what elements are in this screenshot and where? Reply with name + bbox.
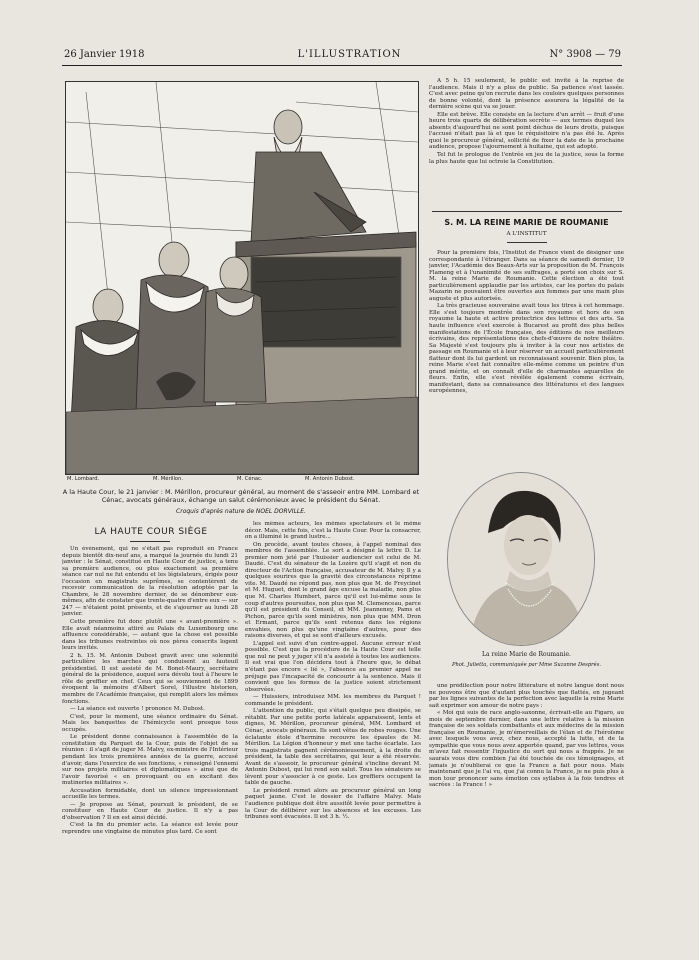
paragraph: C'est la fin du premier acte. La séance est levée pour reprendre une vingtaine de minutes plus tard. Ce sont [62, 822, 238, 835]
paragraph: A 5 h. 15 seulement, le public est invité à la reprise de l'audience. Mais il n'y a plus de public. Sa patience s'est lassée. C'est avec peine qu'on recrute dans les couloirs quelques personnes de bonne volonté, dont la présence assurera la légalité de la dernière scène qui va se jouer. [429, 78, 624, 111]
paragraph: « Moi qui suis de race anglo-saxonne, écrivait-elle au Figaro, au mois de septembre dernier, dans une lettre relative à la mission française de ses soldats combattants et aux médecins de la mission française en Roumanie, je m'émerveillais de l'élan et de l'héroïsme avec lesquels vous avez, chez nous, accepté la lutte, et de la sympathie que vous nous avez apportée quand, par vos lettres, vous m'avez fait ressentir l'injustice du sort qui nous a frappés. Je ne saurais vous dire combien j'ai été touchée de ces témoignages, et jamais je n'oublierai ce que la France a fait pour nous. Mais maintenant que je l'ai vu, que j'ai connu la France, je ne puis plus à mon tour prononcer sans émotion ces syllabes à la fois tendres et sacrées : la France ! » [429, 710, 624, 789]
label-merillon: M. Mérillon. [153, 476, 184, 482]
paragraph: Le président donne connaissance à l'assemblée de la constitution du Parquet de la Cour, puis de l'objet de sa réunion : il s'agit de juger M. Malvy, ex-ministre de l'Intérieur pendant les trois premières années de la guerre, accusé d'avoir, dans l'exercice de ses fonctions, « renseigné l'ennemi sur nos projets militaires et diplomatiques » ainsi que de l'avoir favorisé « en provoquant ou en excitant des mutineries militaires ». [62, 734, 238, 787]
article-title: LA HAUTE COUR SIÈGE [94, 527, 208, 537]
paragraph: Cette première fut donc plutôt une « avant-première ». Elle avait néanmoins attiré au Palais du Luxembourg une affluence considérable, — autant que la chose est possible dans les tribunes restreintes où nos pères conscrits logent leurs invités. [62, 619, 238, 652]
portrait-credit: Phot. Julietta, communiquée par Mme Suzanne Després. [451, 662, 602, 668]
portrait-drawing [448, 473, 594, 645]
queen-portrait-photo [447, 472, 595, 646]
article-column-3-continued [429, 78, 624, 198]
illustration-labels [65, 476, 417, 486]
header-rule [62, 65, 622, 66]
label-dubost: M. Antonin Dubost. [305, 476, 355, 482]
paragraph: — Je propose au Sénat, poursuit le président, de se constituer en Haute Cour de justice. Il n'y a pas d'observation ? Il en est ainsi décidé. [62, 801, 238, 821]
label-cenac: M. Cénac. [237, 476, 263, 482]
queen-article-body-continued [429, 683, 624, 923]
article-column-2 [245, 521, 421, 923]
paragraph: L'attention du public, qui s'était quelque peu dissipée, se rétablit. Par une petite porte latérale apparaissent, lents et dignes, M. Mérillon, procureur général, MM. Lombard et Cénac, avocats généraux. Ils sont vêtus de robes rouges. Une éclatante étole d'hermine recouvre les épaules de M. Mérillon. La Légion d'honneur y met une tache écarlate. Les trois magistrats gagnent cérémonieusement, à la droite du président, la table des secrétaires, qui leur a été réservée. Avant de s'asseoir, le procureur général s'incline devant M. Antonin Dubost, qui lui rend son salut. Tous les sénateurs se lèvent pour s'associer à ce geste. Les greffiers occupent la table de gauche. [245, 708, 421, 787]
illustration-credit: Croquis d'après nature de NOEL DORVILLE. [176, 508, 306, 515]
queen-article-body [429, 250, 624, 465]
haute-cour-illustration [65, 81, 419, 475]
queen-article-subtitle: A L'INSTITUT [506, 231, 547, 237]
paragraph: Pour la première fois, l'Institut de France vient de désigner une correspondante à l'étranger. Dans sa séance de samedi dernier, 19 janvier, l'Académie des Beaux-Arts sur la proposition de M. François Flameng et à l'unanimité de ses suffrages, a porté son choix sur S. M. la reine Marie de Roumanie. Cette élection a été tout particulièrement applaudie par les artistes, car les portes du palais Mazarin ne pouvaient être ouvertes aux femmes par une main plus auguste et plus autorisée. [429, 250, 624, 302]
paragraph: Un événement, qui ne s'était pas reproduit en France depuis bientôt dix-neuf ans, a marqué la journée du lundi 21 janvier : le Sénat, constitué en Haute Cour de justice, a tenu sa première audience, ou plus exactement sa première séance car nul ne fut entendu et les législateurs, érigés pour l'occasion en magistrats suprêmes, se contentèrent de recevoir communication de la résolution adoptée par la Chambre, le 28 novembre dernier, de se dénombrer eux-mêmes, afin de constater que trente-quatre d'entre eux — sur 247 — n'étaient point présents, et de s'ajourner au lundi 28 janvier. [62, 546, 238, 618]
page-header [0, 49, 699, 63]
article-title-rule [130, 541, 170, 542]
paragraph: Accusation formidable, dont un silence impressionnant accueille les termes. [62, 787, 238, 801]
label-lombard: M. Lombard. [67, 476, 100, 482]
paragraph: C'est, pour le moment, une séance ordinaire du Sénat. Mais les banquettes de l'hémicycle sont presque tous occupés. [62, 713, 238, 733]
paragraph: On procède, avant toutes choses, à l'appel nominal des membres de l'assemblée. Le sort a désigné la lettre D. Le premier nom jeté par l'huissier audiencier est celui de M. Daudé. C'est du sénateur de la Lozère qu'il s'agit et non du directeur de l'Action française, accusateur de M. Malvy. Il y a quelques sourires que la gravité des circonstances réprime vite. M. Daudé ne répond pas, non plus que M. de Freycinet et M. Huguet, dont le grand âge excuse la maladie, non plus que M. Charles Humbert, parce qu'il est lui-même sous le coup d'autres poursuites, non plus que M. Clemenceau, parce qu'il est président du Conseil, et MM. Jeanneney, Pams et Pichon, parce qu'ils sont ministres, non plus que MM. Dron et Ermant, parce qu'ils sont retenus dans les régions envahies, non plus qu'une vingtaine d'autres, pour des raisons diverses, et qui se sont d'ailleurs excusés. [245, 541, 421, 640]
illustration-caption: A la Haute Cour, le 21 janvier : M. Mérillon, procureur général, au moment de s'asseoir entre MM. Lombard et Cénac, avocats généraux, échange un salut cérémonieux avec le président du Sénat. [62, 488, 420, 505]
portrait-caption: La reine Marie de Roumanie. [482, 651, 571, 658]
paragraph: L'appel est suivi d'un contre-appel. Aucune erreur n'est possible. C'est que la procédure de la Haute Cour est telle que nul ne peut y juger s'il n'a assisté à toutes les audiences. Il est vrai que l'on décidera tout à l'heure que, le débat n'étant pas encore « lié », l'absence au premier appel ne préjuge pas l'incapacité de concourir à la sentence. Mais il convient que les formes de la justice soient strictement observées. [245, 640, 421, 693]
article-column-1 [62, 546, 238, 923]
paragraph: — La séance est ouverte ! prononce M. Dubost. [70, 706, 205, 713]
paragraph: 2 h. 15. M. Antonin Dubost gravit avec une solennité particulière les marches qui conduisent au fauteuil présidentiel. Il est assisté de M. Bonet-Maury, secrétaire général de la présidence, auquel sera dévolu tout à l'heure le rôle de greffier en chef. Ceux qui se souviennent de 1899 évoquent la mémoire d'Albert Sorel, l'illustre historien, membre de l'Académie française, qui remplit alors les mêmes fonctions. [62, 652, 238, 705]
paragraph: les mêmes acteurs, les mêmes spectateurs et le même décor. Mais, cette fois, c'est la Haute Cour. Pour la consacrer, on a illuminé le grand lustre... [245, 521, 421, 541]
paragraph: une prédilection pour notre littérature et notre langue dont nous ne pouvons être que d'autant plus touchés que flattés, en jugeant par les lignes suivantes de la perfection avec laquelle la reine Marie sait exprimer son amour de notre pays : [429, 683, 624, 709]
queen-title-rule [507, 242, 547, 243]
paragraph: Elle est brève. Elle consiste en la lecture d'un arrêt — fruit d'une heure trois quarts de délibération secrète — aux termes duquel les absents d'aujourd'hui ne sont point déchus de leurs droits, puisque l'accusé n'était pas là et que le réquisitoire n'a pas été lu. Après quoi le procureur général, sollicité de fixer la date de la prochaine audience, propose l'ajournement à huitaine, qui est adopté. [429, 111, 624, 151]
publication-title: L'ILLUSTRATION [297, 49, 402, 60]
page-number: N° 3908 — 79 [549, 49, 621, 60]
paragraph: La très gracieuse souveraine avait tous les titres à cet hommage. Elle s'est toujours montrée dans son royaume et hors de son royaume la haute et active protectrice des lettres et des arts. Sa haute influence s'est exercée à Bucarest au profit des plus belles manifestations de l'École française, des éditions de nos meilleurs écrivains, des représentations des chefs-d'œuvre de notre théâtre. Sa Majesté s'est toujours plu à inviter à la cour nos artistes de passage en Roumanie et à leur réserver un accueil particulièrement flatteur dont ils lui gardent un reconnaissant souvenir. Bien plus, la reine Marie s'est fait connaître elle-même comme un peintre d'un grand mérite, et on connaît d'elle de charmantes aquarelles de fleurs. Enfin, elle s'est révélée également comme écrivain, manifestant, dans sa connaissance des littératures et des langues européennes, [429, 303, 624, 395]
paragraph: Tel fut le prologue de l'entrée en jeu de la justice, sous la forme la plus haute que lui octroie la Constitution. [429, 152, 624, 165]
issue-date: 26 Janvier 1918 [64, 49, 145, 60]
sketch-drawing [66, 82, 418, 474]
queen-article-title: S. M. LA REINE MARIE DE ROUMANIE [444, 218, 609, 227]
paragraph: — Huissiers, introduisez MM. les membres du Parquet ! commande le président. [245, 694, 421, 707]
paragraph: Le président remet alors au procureur général un long paquet jaune. C'est le dossier de l'affaire Malvy. Mais l'audience publique doit être aussitôt levée pour permettre à la Cour de délibérer sur les absences et les excuses. Les tribunes sont évacuées. Il est 3 h. ½. [245, 787, 421, 821]
section-divider [432, 211, 622, 212]
